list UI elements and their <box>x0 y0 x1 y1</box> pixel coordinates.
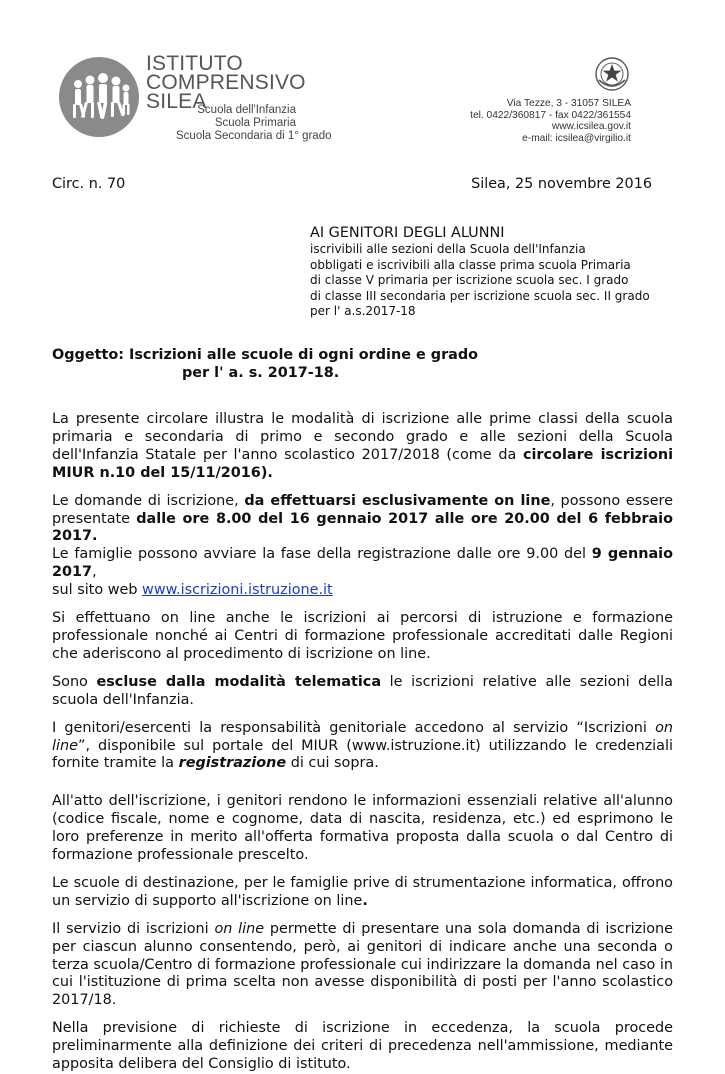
school-level-line: Scuola Secondaria di 1° grado <box>176 130 332 142</box>
paragraph-text: , <box>92 564 97 581</box>
paragraph-bold-text: 9 gennaio 2017 <box>52 546 674 581</box>
paragraph-text: Le famiglie possono avviare la fase della registrazione dalle ore 9.00 del <box>52 546 592 563</box>
subject-line: per l' a. s. 2017-18. <box>182 365 340 381</box>
paragraph-bold-text: dalle ore 8.00 del 16 gennaio 2017 alle ore 20.00 del 6 febbraio 2017. <box>52 510 673 545</box>
paragraph-bold-text: . <box>362 892 368 909</box>
letter-body <box>52 411 673 1074</box>
circular-number: Circ. n. 70 <box>52 176 126 192</box>
paragraph-italic-text: on line <box>52 719 673 754</box>
italian-republic-emblem-icon <box>594 56 630 92</box>
paragraph-text: , possono essere presentate <box>52 492 673 527</box>
paragraph: Nella previsione di richieste di iscrizione in eccedenza, la scuola procede preliminarmente alla definizione dei criteri di precedenza nell'ammissione, mediante apposita delibera del Consiglio di istituto. <box>52 1020 673 1073</box>
letterhead <box>0 0 725 160</box>
paragraph <box>52 674 673 710</box>
paragraph-text: sul sito web <box>52 582 143 599</box>
paragraph-bold-text: escluse dalla modalità telematica <box>96 673 382 690</box>
paragraph-text: ”, disponibile sul portale del MIUR (www.istruzione.it) utilizzando le credenziali fornite tramite la <box>52 737 673 772</box>
paragraph-text: I genitori/esercenti la responsabilità genitoriale accedono al servizio “Iscrizioni <box>52 719 656 736</box>
paragraph-text: le iscrizioni relative alle sezioni della scuola dell'Infanzia. <box>52 673 673 708</box>
contact-address: Via Tezze, 3 - 31057 SILEA <box>506 98 631 109</box>
school-level-line: Scuola dell'Infanzia <box>197 104 296 116</box>
school-name-line: SILEA <box>146 90 207 113</box>
paragraph-italic-text: on line <box>214 920 265 937</box>
paragraph <box>52 875 673 911</box>
paragraph-bold-text: da effettuarsi esclusivamente on line <box>244 492 551 509</box>
paragraph <box>52 493 673 600</box>
recipients-line: iscrivibili alle sezioni della Scuola dell'Infanzia <box>310 242 586 256</box>
subject-block <box>52 346 478 382</box>
place-date: Silea, 25 novembre 2016 <box>471 176 652 192</box>
contact-phone: tel. 0422/360817 - fax 0422/361554 <box>470 109 631 121</box>
paragraph-text: Il servizio di iscrizioni <box>52 920 215 937</box>
paragraph-bold-text: circolare iscrizioni MIUR n.10 del 15/11/2016). <box>52 446 674 481</box>
school-level-line: Scuola Primaria <box>214 117 296 129</box>
recipients-line: di classe V primaria per iscrizione scuola sec. I grado <box>310 273 629 287</box>
recipients-line: obbligati e iscrivibili alla classe prima scuola Primaria <box>310 257 631 272</box>
paragraph-text: Le domande di iscrizione, <box>52 492 245 509</box>
recipients-block <box>310 224 650 320</box>
paragraph-text: Sono <box>52 673 97 690</box>
school-name-line: ISTITUTO <box>146 52 243 75</box>
subject-line: Oggetto: Iscrizioni alle scuole di ogni ordine e grado <box>52 347 479 363</box>
school-levels <box>176 104 332 143</box>
registration-site-link[interactable]: www.iscrizioni.istruzione.it <box>142 582 333 599</box>
paragraph-text: di cui sopra. <box>286 755 379 772</box>
contact-website: www.icsilea.gov.it <box>551 121 631 132</box>
paragraph <box>52 411 673 483</box>
school-name-line: COMPRENSIVO <box>146 71 306 94</box>
recipients-title: AI GENITORI DEGLI ALUNNI <box>310 225 505 241</box>
recipients-line: per l' a.s.2017-18 <box>310 304 416 318</box>
recipients-line: di classe III secondaria per iscrizione scuola sec. II grado <box>310 288 650 303</box>
contact-block <box>440 98 631 144</box>
paragraph <box>52 720 673 774</box>
paragraph-text: permette di presentare una sola domanda di iscrizione per ciascun alunno consentendo, però, ai genitori di indicare anche una seconda o terza scuola/Centro di formazione professionale cui indirizzare la domanda nel caso in cui l'istituzione di prima scelta non avesse disponibilità di posti per l'anno scolastico 2017/18. <box>52 920 673 1009</box>
paragraph <box>52 921 673 1011</box>
running-children-logo-icon <box>58 56 140 138</box>
paragraph-bold-italic-text: registrazione <box>178 755 287 772</box>
paragraph: Si effettuano on line anche le iscrizioni ai percorsi di istruzione e formazione professionale nonché ai Centri di formazione professionale accreditati dalle Regioni che aderiscono al procedimento di iscrizione on line. <box>52 610 673 662</box>
contact-email: e-mail: icsilea@virgilio.it <box>522 132 631 144</box>
paragraph: All'atto dell'iscrizione, i genitori rendono le informazioni essenziali relative all'alunno (codice fiscale, nome e cognome, data di nascita, residenza, etc.) ed esprimono le loro preferenze in merito all'offerta formativa proposta dalla scuola o dal Centro di formazione professionale prescelto. <box>52 793 673 864</box>
paragraph-text: Le scuole di destinazione, per le famiglie prive di strumentazione informatica, offrono un servizio di supporto all'iscrizione on line <box>52 874 673 909</box>
school-name <box>146 54 306 111</box>
paragraph-text: La presente circolare illustra le modalità di iscrizione alle prime classi della scuola primaria e secondaria di primo e secondo grado e alle sezioni della Scuola dell'Infanzia Statale per l'anno scolastico 2017/2018 (come da <box>52 411 673 463</box>
